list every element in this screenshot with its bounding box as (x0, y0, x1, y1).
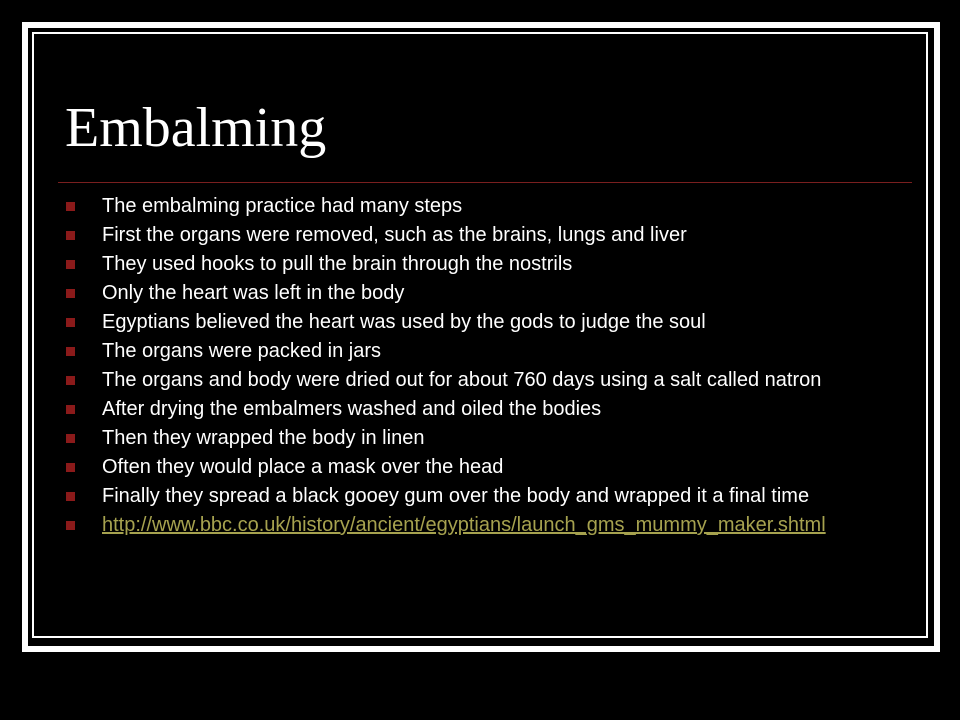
square-bullet-icon (66, 521, 75, 530)
bullet-item (66, 283, 912, 303)
square-bullet-icon (66, 202, 75, 211)
bullet-item (66, 399, 912, 419)
bullet-list (66, 196, 912, 544)
square-bullet-icon (66, 492, 75, 501)
bullet-item (66, 486, 912, 506)
bullet-item (66, 254, 912, 274)
square-bullet-icon (66, 318, 75, 327)
bullet-item (66, 370, 912, 390)
bullet-item-link (66, 515, 912, 535)
title-divider (58, 182, 912, 183)
bullet-item (66, 225, 912, 245)
bullet-item (66, 312, 912, 332)
square-bullet-icon (66, 463, 75, 472)
bullet-text: The embalming practice had many steps (102, 195, 463, 217)
bullet-text: They used hooks to pull the brain through the nostrils (102, 253, 573, 275)
slide-title: Embalming (65, 97, 327, 159)
square-bullet-icon (66, 347, 75, 356)
bullet-item (66, 341, 912, 361)
bullet-text: After drying the embalmers washed and oiled the bodies (102, 398, 602, 420)
bullet-item (66, 428, 912, 448)
bullet-item (66, 196, 912, 216)
square-bullet-icon (66, 289, 75, 298)
square-bullet-icon (66, 231, 75, 240)
bullet-item (66, 457, 912, 477)
square-bullet-icon (66, 376, 75, 385)
bullet-text: Then they wrapped the body in linen (102, 427, 425, 449)
bullet-text: Egyptians believed the heart was used by the gods to judge the soul (102, 311, 706, 333)
bullet-text: The organs and body were dried out for about 760 days using a salt called natron (102, 369, 822, 391)
square-bullet-icon (66, 434, 75, 443)
square-bullet-icon (66, 405, 75, 414)
square-bullet-icon (66, 260, 75, 269)
bbc-mummy-maker-link[interactable]: http://www.bbc.co.uk/history/ancient/egyptians/launch_gms_mummy_maker.shtml (102, 514, 826, 536)
bullet-text: Only the heart was left in the body (102, 282, 405, 304)
bullet-text: Finally they spread a black gooey gum over the body and wrapped it a final time (102, 485, 810, 507)
bullet-text: First the organs were removed, such as the brains, lungs and liver (102, 224, 687, 246)
bullet-text: Often they would place a mask over the head (102, 456, 504, 478)
bullet-text: The organs were packed in jars (102, 340, 382, 362)
